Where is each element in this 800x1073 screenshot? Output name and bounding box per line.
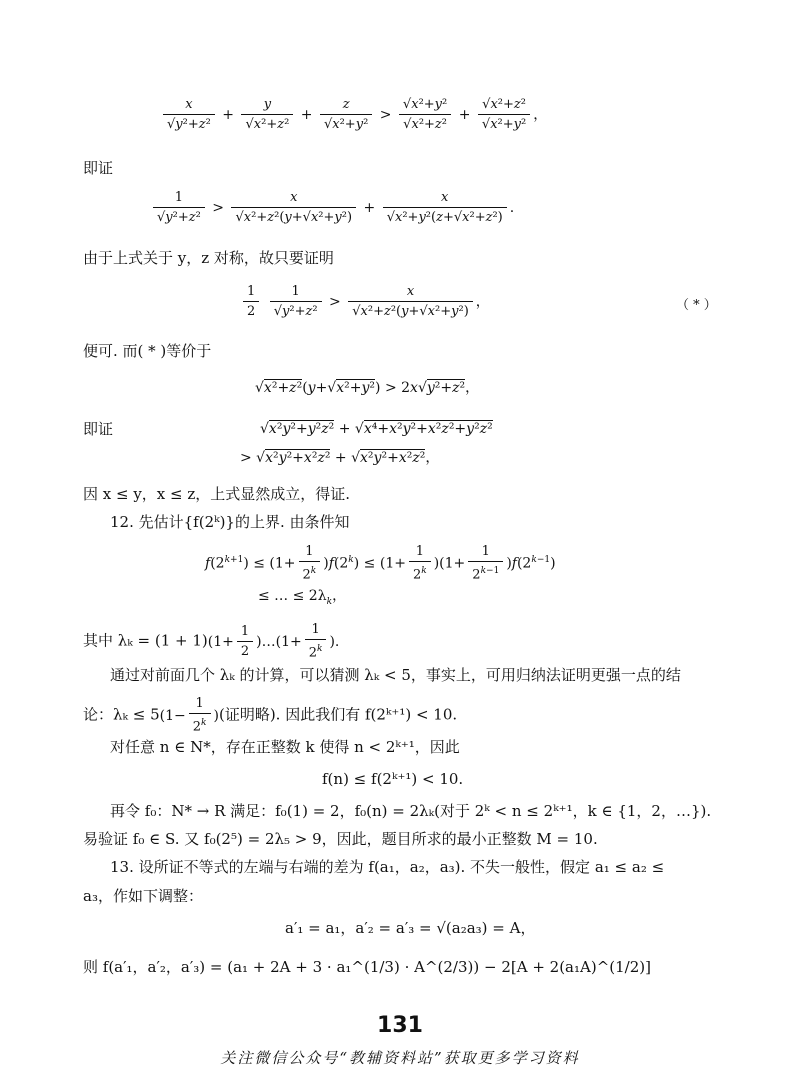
equation-line-3: $\frac{1}{\text{√y²+z²}}$ > $\frac{x}{\text{√x²+z²(y+√x²+y²)}}$ + $\frac{x}{\text{√x²+y²(z+√x²+z²)}}$ .: [150, 190, 514, 226]
text-line: 因 x ≤ y，x ≤ z，上式显然成立，得证.: [83, 485, 351, 503]
equation-line-25: 则 f(a′₁，a′₂，a′₃) = (a₁ + 2A + 3 · a₁^(1/3) · A^(2/3)) − 2[A + 2(a₁A)^(1/2)]: [83, 958, 651, 976]
equation-line-10: > √x²y²+x²z² + √x²y²+x²z²，: [240, 450, 440, 466]
text-line: 便可. 而( * )等价于: [83, 342, 212, 360]
footer-watermark: 关注微信公众号“教辅资料站”获取更多学习资料: [220, 1049, 580, 1067]
text-span: 论：λₖ ≤ 5: [83, 705, 160, 724]
problem-12-start: 12. 先估计{f(2ᵏ)}的上界. 由条件知: [110, 513, 350, 531]
text-line: 易验证 f₀ ∈ S. 又 f₀(2⁵) = 2λ₅ > 9，因此，题目所求的最小正整数 M = 10.: [83, 830, 598, 848]
text-line: 即证: [83, 159, 114, 177]
text-line: 即证: [83, 420, 114, 438]
equation-line-19: f(n) ≤ f(2ᵏ⁺¹) < 10.: [322, 770, 464, 788]
text-line: 再令 f₀：N* → R 满足：f₀(1) = 2，f₀(n) = 2λₖ(对于 2ᵏ < n ≤ 2ᵏ⁺¹，k ∈ {1，2，…}).: [110, 802, 712, 820]
text-span: (证明略). 因此我们有 f(2ᵏ⁺¹) < 10.: [218, 705, 458, 724]
text-line: 由于上式关于 y，z 对称，故只要证明: [83, 249, 334, 267]
page-number: 131: [377, 1013, 423, 1038]
equation-line-7: √x²+z²(y+√x²+y²) > 2x√y²+z²，: [255, 380, 480, 396]
text-line: 通过对前面几个 λₖ 的计算，可以猜测 λₖ < 5，事实上，可用归纳法证明更强一点的结: [110, 666, 681, 684]
equation-line-24: a′₁ = a₁，a′₂ = a′₃ = √(a₂a₃) = A，: [285, 919, 536, 937]
equation-line-13: $f(2^{k+1}) \le (1+$ $\frac{1}{2^k}$ )$f(2^k) \le (1+$ $\frac{1}{2^k}$ )(1+ $\frac{1}{2^{k-1}}$ )$f(2^{k-1})$: [205, 544, 556, 583]
equation-line-14: ≤ … ≤ $2\lambda_k$，: [258, 588, 347, 607]
text-line: 其中 λₖ = (1 + 1)(1+ $\frac{1}{2}$ )…(1+ $\frac{1}{2^k}$ ).: [83, 622, 340, 661]
text-span: 其中 λₖ = (1 + 1): [83, 631, 208, 650]
text-line: 论：λₖ ≤ 5(1− $\frac{1}{2^k}$ )(证明略). 因此我们有 f(2ᵏ⁺¹) < 10.: [83, 696, 458, 735]
equation-line-5: $\frac{1}{2}$ $\frac{1}{\text{√y²+z²}}$ > $\frac{x}{\text{√x²+z²(y+√x²+y²)}}$ ，: [240, 284, 490, 320]
text-line: 对任意 n ∈ N*，存在正整数 k 使得 n < 2ᵏ⁺¹，因此: [110, 738, 460, 756]
equation-line-9: √x²y²+y²z² + √x⁴+x²y²+x²z²+y²z²: [260, 421, 493, 437]
text-line: a₃，作如下调整：: [83, 887, 203, 905]
problem-13-start: 13. 设所证不等式的左端与右端的差为 f(a₁，a₂，a₃). 不失一般性，假定 a₁ ≤ a₂ ≤: [110, 858, 665, 876]
equation-tag: （ * ）: [676, 298, 717, 313]
equation-line-1: $\frac{x}{\text{√y²+z²}}$ + $\frac{y}{\text{√x²+z²}}$ + $\frac{z}{\text{√x²+y²}}$ > $\frac{\text{√x²+y²}}{\text{√x²+z²}}$ + $\frac{\text{√x²+z²}}{\text{√x²+y²}}$ ，: [160, 97, 547, 133]
